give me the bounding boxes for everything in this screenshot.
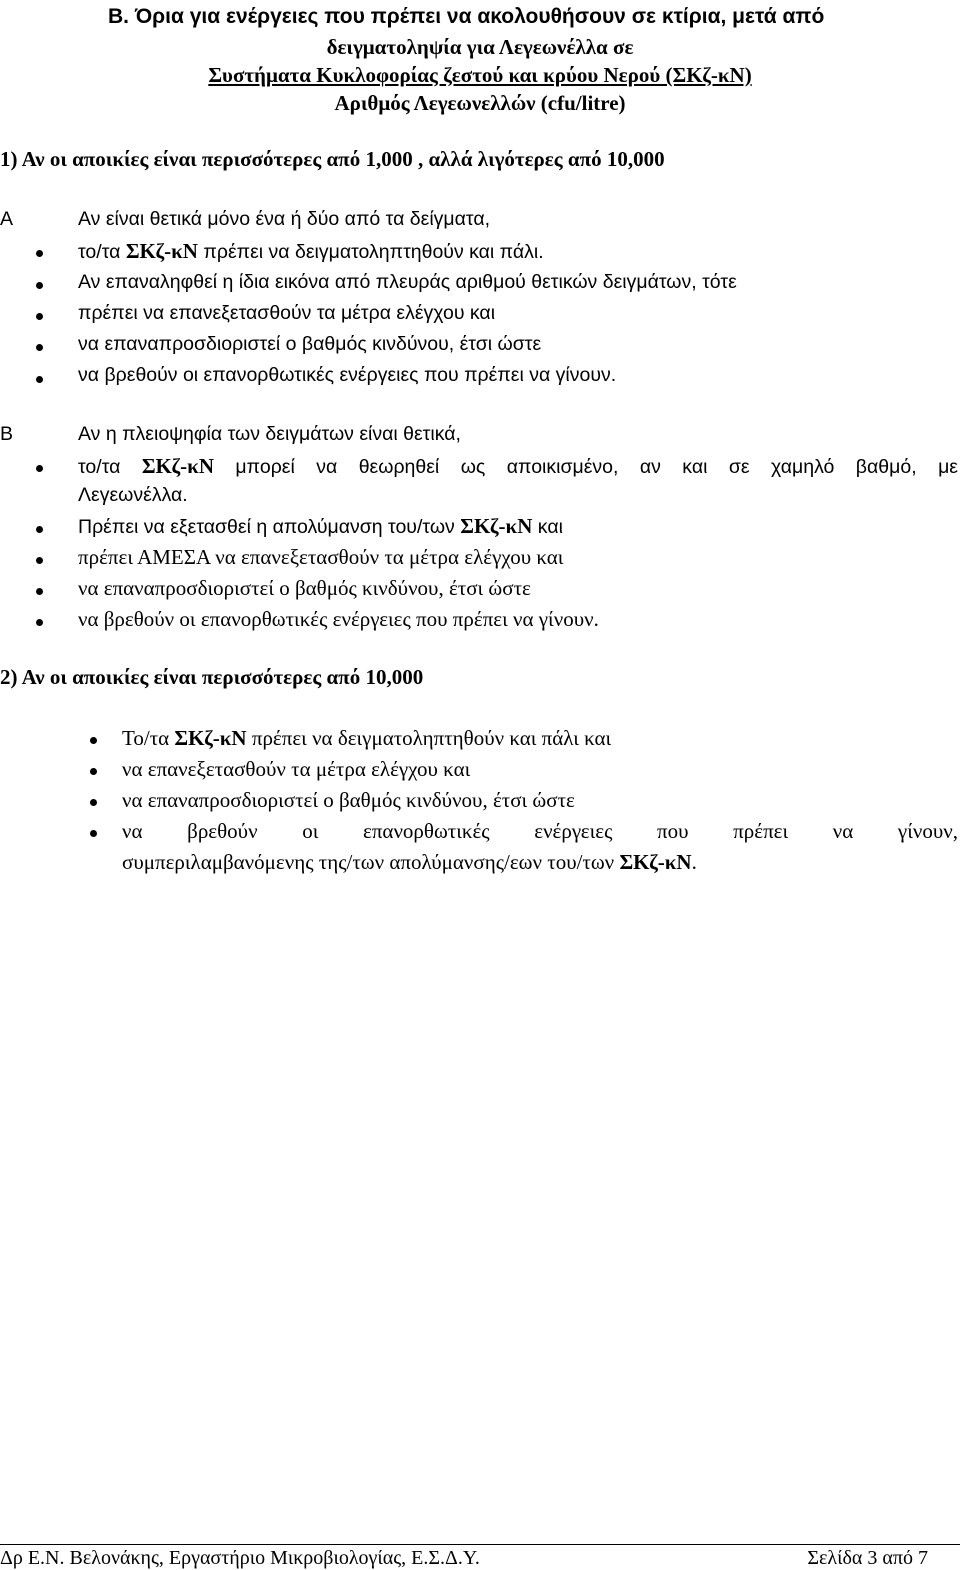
- bullet-icon: [90, 737, 97, 744]
- part-b-letter: B: [0, 423, 14, 445]
- title-line-4: Αριθμός Λεγεωνελλών (cfu/litre): [334, 91, 626, 115]
- footer-author: Δρ Ε.Ν. Βελονάκης, Εργαστήριο Μικροβιολογίας, Ε.Σ.Δ.Υ.: [0, 1547, 480, 1569]
- bullet-icon: [90, 799, 97, 806]
- part-b-bullet-3: πρέπει ΑΜΕΣΑ να επανεξετασθούν τα μέτρα ελέγχου και: [78, 545, 564, 569]
- section-2-bullet-4-cont: συμπεριλαμβανόμενης της/των απολύμανσης/εων του/των ΣΚζ-κΝ.: [122, 850, 697, 874]
- footer-divider: [0, 1544, 960, 1545]
- bullet-icon: [36, 588, 43, 595]
- part-a-bullet-1: το/τα ΣΚζ-κΝ πρέπει να δειγματοληπτηθούν και πάλι.: [78, 239, 544, 263]
- part-a-bullet-2: Αν επαναληφθεί η ίδια εικόνα από πλευράς αριθμού θετικών δειγμάτων, τότε: [78, 271, 737, 293]
- bullet-icon: [36, 526, 43, 533]
- part-a-bullet-5: να βρεθούν οι επανορθωτικές ενέργειες που πρέπει να γίνουν.: [78, 364, 617, 386]
- section-2-bullet-4: να βρεθούν οι επανορθωτικές ενέργειες που πρέπει να γίνουν,: [122, 819, 958, 843]
- part-a-letter: A: [0, 208, 14, 230]
- title-line-3: Συστήματα Κυκλοφορίας ζεστού και κρύου Νερού (ΣΚζ-κΝ): [208, 63, 752, 87]
- part-b-bullet-5: να βρεθούν οι επανορθωτικές ενέργειες που πρέπει να γίνουν.: [78, 607, 599, 631]
- part-a-intro: Αν είναι θετικά μόνο ένα ή δύο από τα δείγματα,: [78, 208, 491, 230]
- footer-page-number: Σελίδα 3 από 7: [807, 1547, 928, 1569]
- section-1-heading: 1) Αν οι αποικίες είναι περισσότερες από 1,000 , αλλά λιγότερες από 10,000: [0, 147, 665, 171]
- bullet-icon: [36, 313, 43, 320]
- bullet-icon: [36, 376, 43, 383]
- bullet-icon: [36, 557, 43, 564]
- section-2-bullet-2: να επανεξετασθούν τα μέτρα ελέγχου και: [122, 757, 471, 781]
- section-2-bullet-3: να επαναπροσδιοριστεί ο βαθμός κινδύνου, έτσι ώστε: [122, 788, 575, 812]
- part-b-bullet-1: το/τα ΣΚζ-κΝ μπορεί να θεωρηθεί ως αποικισμένο, αν και σε χαμηλό βαθμό, με: [78, 454, 958, 478]
- bullet-icon: [90, 830, 97, 837]
- bullet-icon: [36, 465, 43, 472]
- part-b-bullet-1-cont: Λεγεωνέλλα.: [78, 484, 188, 506]
- part-a-bullet-3: πρέπει να επανεξετασθούν τα μέτρα ελέγχου και: [78, 302, 496, 324]
- bullet-icon: [90, 768, 97, 775]
- part-a-bullet-4: να επαναπροσδιοριστεί ο βαθμός κινδύνου, έτσι ώστε: [78, 333, 542, 355]
- section-2-bullet-1: Το/τα ΣΚζ-κΝ πρέπει να δειγματοληπτηθούν και πάλι και: [122, 726, 612, 750]
- part-b-intro: Αν η πλειοψηφία των δειγμάτων είναι θετικά,: [78, 423, 461, 445]
- bullet-icon: [36, 250, 43, 257]
- section-2-heading: 2) Αν οι αποικίες είναι περισσότερες από 10,000: [0, 665, 424, 689]
- bullet-icon: [36, 344, 43, 351]
- title-line-1: B. Όρια για ενέργειες που πρέπει να ακολουθήσουν σε κτίρια, μετά από: [108, 5, 825, 28]
- part-b-bullet-2: Πρέπει να εξετασθεί η απολύμανση του/των ΣΚζ-κΝ και: [78, 514, 563, 538]
- bullet-icon: [36, 619, 43, 626]
- title-line-2: δειγματοληψία για Λεγεωνέλλα σε: [326, 35, 634, 59]
- bullet-icon: [36, 282, 43, 289]
- part-b-bullet-4: να επαναπροσδιοριστεί ο βαθμός κινδύνου, έτσι ώστε: [78, 576, 531, 600]
